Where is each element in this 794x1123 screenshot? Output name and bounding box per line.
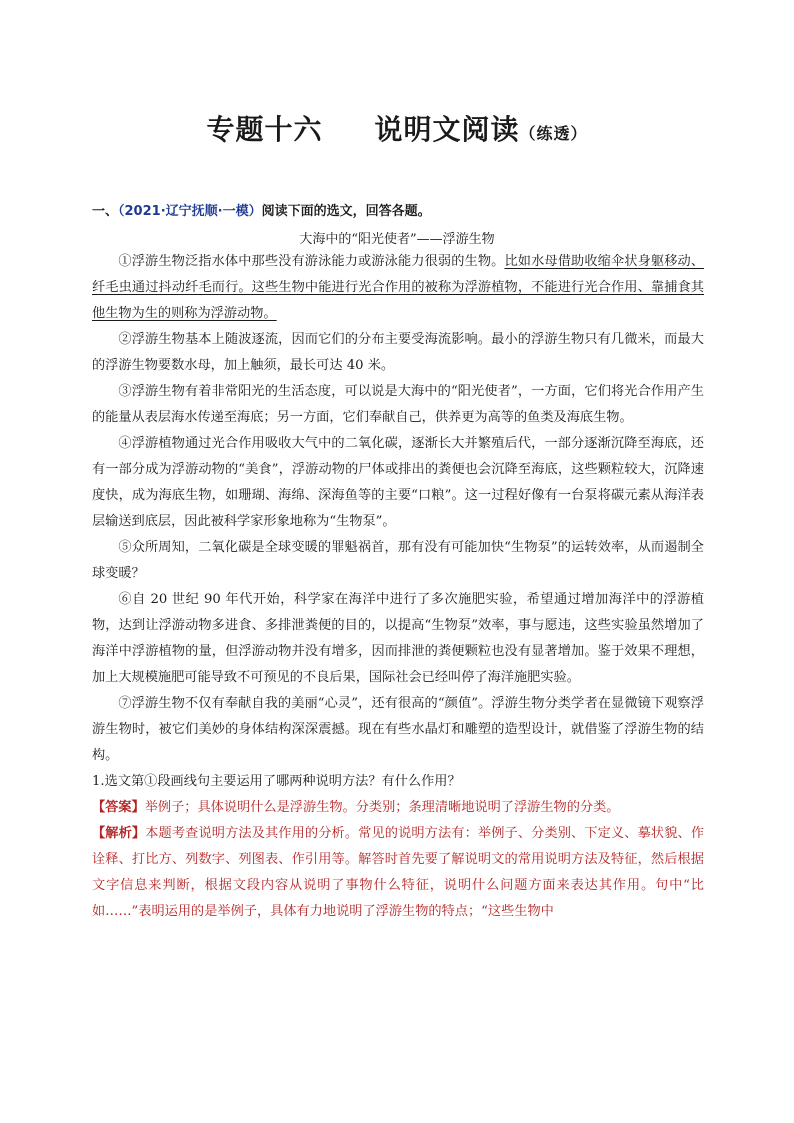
paragraph-7: ⑦浮游生物不仅有奉献自我的美丽“心灵”，还有很高的“颜值”。浮游生物分类学者在显微镜下观察浮游生物时，被它们美妙的身体结构深深震撼。现在有些水晶灯和雕塑的造型设计，就借鉴了浮游生物的结构。 bbox=[92, 696, 704, 763]
analysis-1 bbox=[92, 821, 704, 925]
paragraph-1-text: ①浮游生物泛指水体中那些没有游泳能力或游泳能力很弱的生物。 bbox=[118, 254, 505, 269]
article-title: 大海中的“阳光使者”——浮游生物 bbox=[299, 232, 495, 247]
paragraph-2: ②浮游生物基本上随波逐流，因而它们的分布主要受海流影响。最小的浮游生物只有几微米，而最大的浮游生物要数水母，加上触须，最长可达 40 米。 bbox=[92, 332, 704, 373]
paragraph-6: ⑥自 20 世纪 90 年代开始，科学家在海洋中进行了多次施肥实验，希望通过增加海洋中的浮游植物，达到让浮游动物多进食、多排泄粪便的目的，以提高“生物泵”效率，事与愿违，这些实验虽然增加了海洋中浮游植物的量，但浮游动物并没有增多，因而排泄的粪便颗粒也没有显著增加。鉴于效果不理想，加上大规模施肥可能导致不可预见的不良后果，国际社会已经叫停了海洋施肥实验。 bbox=[92, 592, 704, 685]
title-suffix: （练透） bbox=[519, 124, 588, 143]
section-heading bbox=[92, 200, 431, 219]
paragraph-3: ③浮游生物有着非常阳光的生活态度，可以说是大海中的“阳光使者”，一方面，它们将光合作用产生的能量从表层海水传递至海底；另一方面，它们奉献自己，供养更为高等的鱼类及海底生物。 bbox=[92, 384, 704, 425]
analysis-text: 本题考查说明方法及其作用的分析。常见的说明方法有：举例子、分类别、下定义、摹状貌、作诠释、打比方、列数字、列图表、作引用等。解答时首先要了解说明文的常用说明方法及特征，然后根据文字信息来判断，根据文段内容从说明了事物什么特征，说明什么问题方面来表达其作用。句中“比如……”表明运用的是举例子，具体有力地说明了浮游生物的特点；“这些生物中 bbox=[92, 826, 705, 919]
title-second: 说明文阅读 bbox=[374, 113, 520, 146]
underlined-sentence: 比如水母借助收缩伞状身躯移动、纤毛虫通过抖动纤毛而行。这些生物中能进行光合作用的被称为浮游植物，不能进行光合作用、靠捕食其他生物为生的则称为浮游动物。 bbox=[92, 254, 705, 321]
answer-text: 举例子；具体说明什么是浮游生物。分类别；条理清晰地说明了浮游生物的分类。 bbox=[144, 800, 620, 815]
question-1: 1.选文第①段画线句主要运用了哪两种说明方法？有什么作用？ bbox=[92, 774, 461, 789]
section-number: 一、 bbox=[92, 204, 119, 219]
section-instruction: 阅读下面的选文，回答各题。 bbox=[261, 204, 431, 219]
paragraph-1 bbox=[92, 249, 704, 327]
document-title bbox=[0, 108, 794, 148]
paragraph-5: ⑤众所周知，二氧化碳是全球变暖的罪魁祸首，那有没有可能加快“生物泵”的运转效率，从而遏制全球变暖？ bbox=[92, 540, 704, 581]
section-source: （2021·辽宁抚顺·一模） bbox=[118, 204, 262, 219]
article-body bbox=[92, 249, 704, 925]
answer-1 bbox=[92, 795, 704, 821]
analysis-tag: 【解析】 bbox=[92, 826, 146, 841]
title-main: 专题十六 bbox=[206, 113, 323, 146]
answer-tag: 【答案】 bbox=[92, 800, 145, 815]
paragraph-4: ④浮游植物通过光合作用吸收大气中的二氧化碳，逐渐长大并繁殖后代，一部分逐渐沉降至海底，还有一部分成为浮游动物的“美食”，浮游动物的尸体或排出的粪便也会沉降至海底，这些颗粒较大，沉降速度快，成为海底生物，如珊瑚、海绵、深海鱼等的主要“口粮”。这一过程好像有一台泵将碳元素从海洋表层输送到底层，因此被科学家形象地称为“生物泵”。 bbox=[92, 436, 704, 529]
